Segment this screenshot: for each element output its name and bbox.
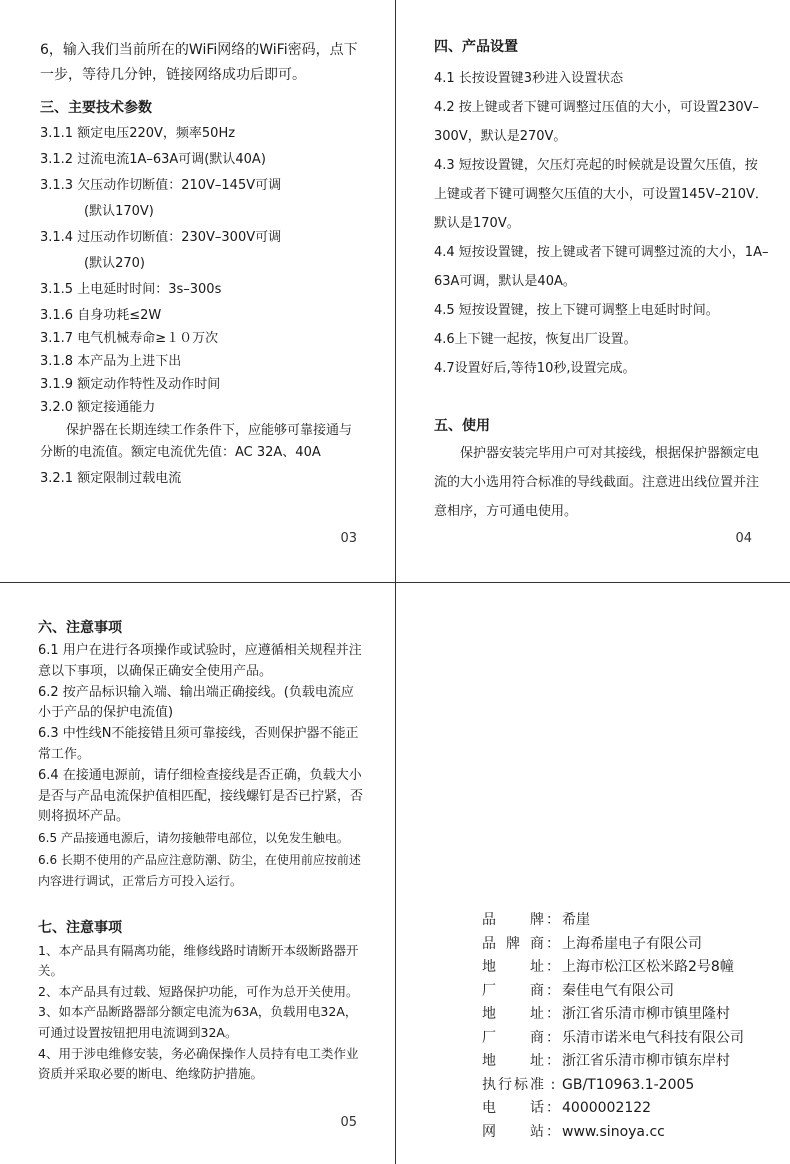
info-value: 上海市松江区松米路2号8幢 [562,959,734,975]
page-06 [396,583,790,1164]
usage-paragraph: 保护器安装完毕用户可对其接线，根据保护器额定电流的大小选用符合标准的导线截面。注意进出线位置并注意相序，方可通电使用。 [434,446,760,519]
setting-item: 4.2 按上键或者下键可调整过压值的大小，可设置230V–300V，默认是270V。 [434,100,760,144]
page-number: 03 [340,531,357,546]
info-row-brand [482,909,744,933]
info-row-manufacturer [482,1027,744,1051]
precaution-item: 1、本产品具有隔离功能，维修线路时请断开本级断路器开关。 [38,942,359,979]
manufacturer-info [482,909,744,1144]
page-05 [0,583,395,1164]
setting-item: 4.3 短按设置键，欠压灯亮起的时候就是设置欠压值，按上键或者下键可调整欠压值的大小，可设置145V–210V．默认是170V。 [434,158,768,231]
spec-item: 3.1.9 额定动作特性及动作时间 [40,377,221,392]
spec-item-note: (默认270) [84,256,145,271]
info-separator: ： [546,935,560,952]
setting-item: 4.5 短按设置键，按上下键可调整上电延时时间。 [434,303,719,318]
section-heading-product-settings: 四、产品设置 [434,39,518,55]
spec-item: 3.1.3 欠压动作切断值：210V–145V可调 [40,178,282,193]
info-label: 电 话 [482,1100,544,1116]
info-value: www.sinoya.cc [562,1123,665,1140]
spec-item: 3.2.0 额定接通能力 [40,400,156,415]
info-label: 品 牌 [482,912,544,928]
section-heading-tech-params: 三、主要技术参数 [40,100,152,116]
spec-item: 3.1.1 额定电压220V，频率50Hz [40,126,236,141]
precaution-item: 6.3 中性线N不能接错且须可靠接线，否则保护器不能正常工作。 [38,726,359,762]
setting-item: 4.4 短按设置键，按上键或者下键可调整过流的大小，1A–63A可调，默认是40A。 [434,245,769,289]
precaution-item: 4、用于涉电维修安装，务必确保操作人员持有电工类作业资质并采取必要的断电、绝缘防护措施。 [38,1045,359,1082]
info-separator: ： [546,982,560,999]
spec-item: 3.2.1 额定限制过载电流 [40,471,182,486]
setting-item: 4.6上下键一起按，恢复出厂设置。 [434,332,637,347]
info-value: 乐清市诺米电气科技有限公司 [562,1029,744,1046]
spec-item: 3.1.4 过压动作切断值：230V–300V可调 [40,230,282,245]
precaution-item: 6.4 在接通电源前，请仔细检查接线是否正确，负载大小是否与产品电流保护值相匹配，接线螺钉是否已拧紧，否则将损坏产品。 [38,767,364,825]
spec-item: 3.1.5 上电延时时间：3s–300s [40,282,222,297]
info-value: GB/T10963.1-2005 [562,1076,695,1093]
info-row-brand-owner [482,933,744,957]
page-number: 05 [340,1115,357,1130]
info-row-address [482,956,744,980]
info-separator: ： [546,1006,560,1022]
info-label: 品牌商 [482,935,544,952]
info-separator: ： [546,912,560,928]
setting-item: 4.1 长按设置键3秒进入设置状态 [434,71,624,86]
info-label: 厂 商 [482,982,544,999]
info-row-address [482,1003,744,1027]
spec-paragraph: 保护器在长期连续工作条件下，应能够可靠接通与分断的电流值。额定电流优先值：AC 32A、40A [40,423,353,460]
precaution-item: 6.1 用户在进行各项操作或试验时，应遵循相关规程并注意以下事项，以确保正确安全使用产品。 [38,643,362,679]
info-separator: ： [546,1029,560,1046]
spec-item: 3.1.2 过流电流1A–63A可调(默认40A) [40,152,266,167]
info-label: 网 站 [482,1123,544,1140]
info-row-website [482,1121,744,1145]
info-separator: ： [546,1100,560,1116]
info-separator: : [550,1076,556,1093]
info-separator: ： [546,1123,560,1140]
info-row-phone [482,1097,744,1121]
spec-item: 3.1.8 本产品为上进下出 [40,354,182,369]
info-row-standard [482,1074,744,1098]
precaution-item: 6.5 产品接通电源后，请勿接触带电部位，以免发生触电。 [38,831,349,846]
info-label: 厂 商 [482,1029,544,1046]
info-value: 浙江省乐清市柳市镇里隆村 [562,1006,730,1022]
info-label: 地 址 [482,1006,544,1022]
info-label: 地 址 [482,1053,544,1069]
wifi-step-text: 6，输入我们当前所在的WiFi网络的WiFi密码，点下一步，等待几分钟，链接网络成功后即可。 [40,42,358,83]
info-separator: ： [546,1053,560,1069]
spec-item-note: (默认170V) [84,204,154,219]
page-number: 04 [735,531,752,546]
section-heading-precautions: 六、注意事项 [38,620,122,636]
precaution-item: 6.2 按产品标识输入端、输出端正确接线。(负载电流应小于产品的保护电流值) [38,684,354,721]
spec-item: 3.1.6 自身功耗≤2W [40,308,162,323]
info-value: 浙江省乐清市柳市镇东岸村 [562,1053,730,1069]
info-value: 上海希崖电子有限公司 [562,935,702,952]
setting-item: 4.7设置好后,等待10秒,设置完成。 [434,361,636,376]
page-03 [0,0,395,582]
precaution-item: 6.6 长期不使用的产品应注意防潮、防尘，在使用前应按前述内容进行调试，正常后方可投入运行。 [38,852,361,889]
section-heading-usage: 五、使用 [434,418,490,434]
info-row-address [482,1050,744,1074]
info-value: 4000002122 [562,1100,652,1116]
precaution-item: 2、本产品具有过载、短路保护功能，可作为总开关使用。 [38,983,359,999]
section-heading-precautions-2: 七、注意事项 [38,919,122,936]
info-row-manufacturer [482,980,744,1004]
info-label: 地 址 [482,959,544,975]
info-separator: ： [546,959,560,975]
info-value: 秦佳电气有限公司 [562,982,674,999]
page-04 [396,0,790,582]
spec-item: 3.1.7 电气机械寿命≥１０万次 [40,331,219,346]
info-value: 希崖 [562,912,590,928]
precaution-item: 3、如本产品断路器部分额定电流为63A，负载用电32A，可通过设置按钮把用电流调到32A。 [38,1004,358,1041]
info-label: 执行标准 [482,1076,544,1093]
